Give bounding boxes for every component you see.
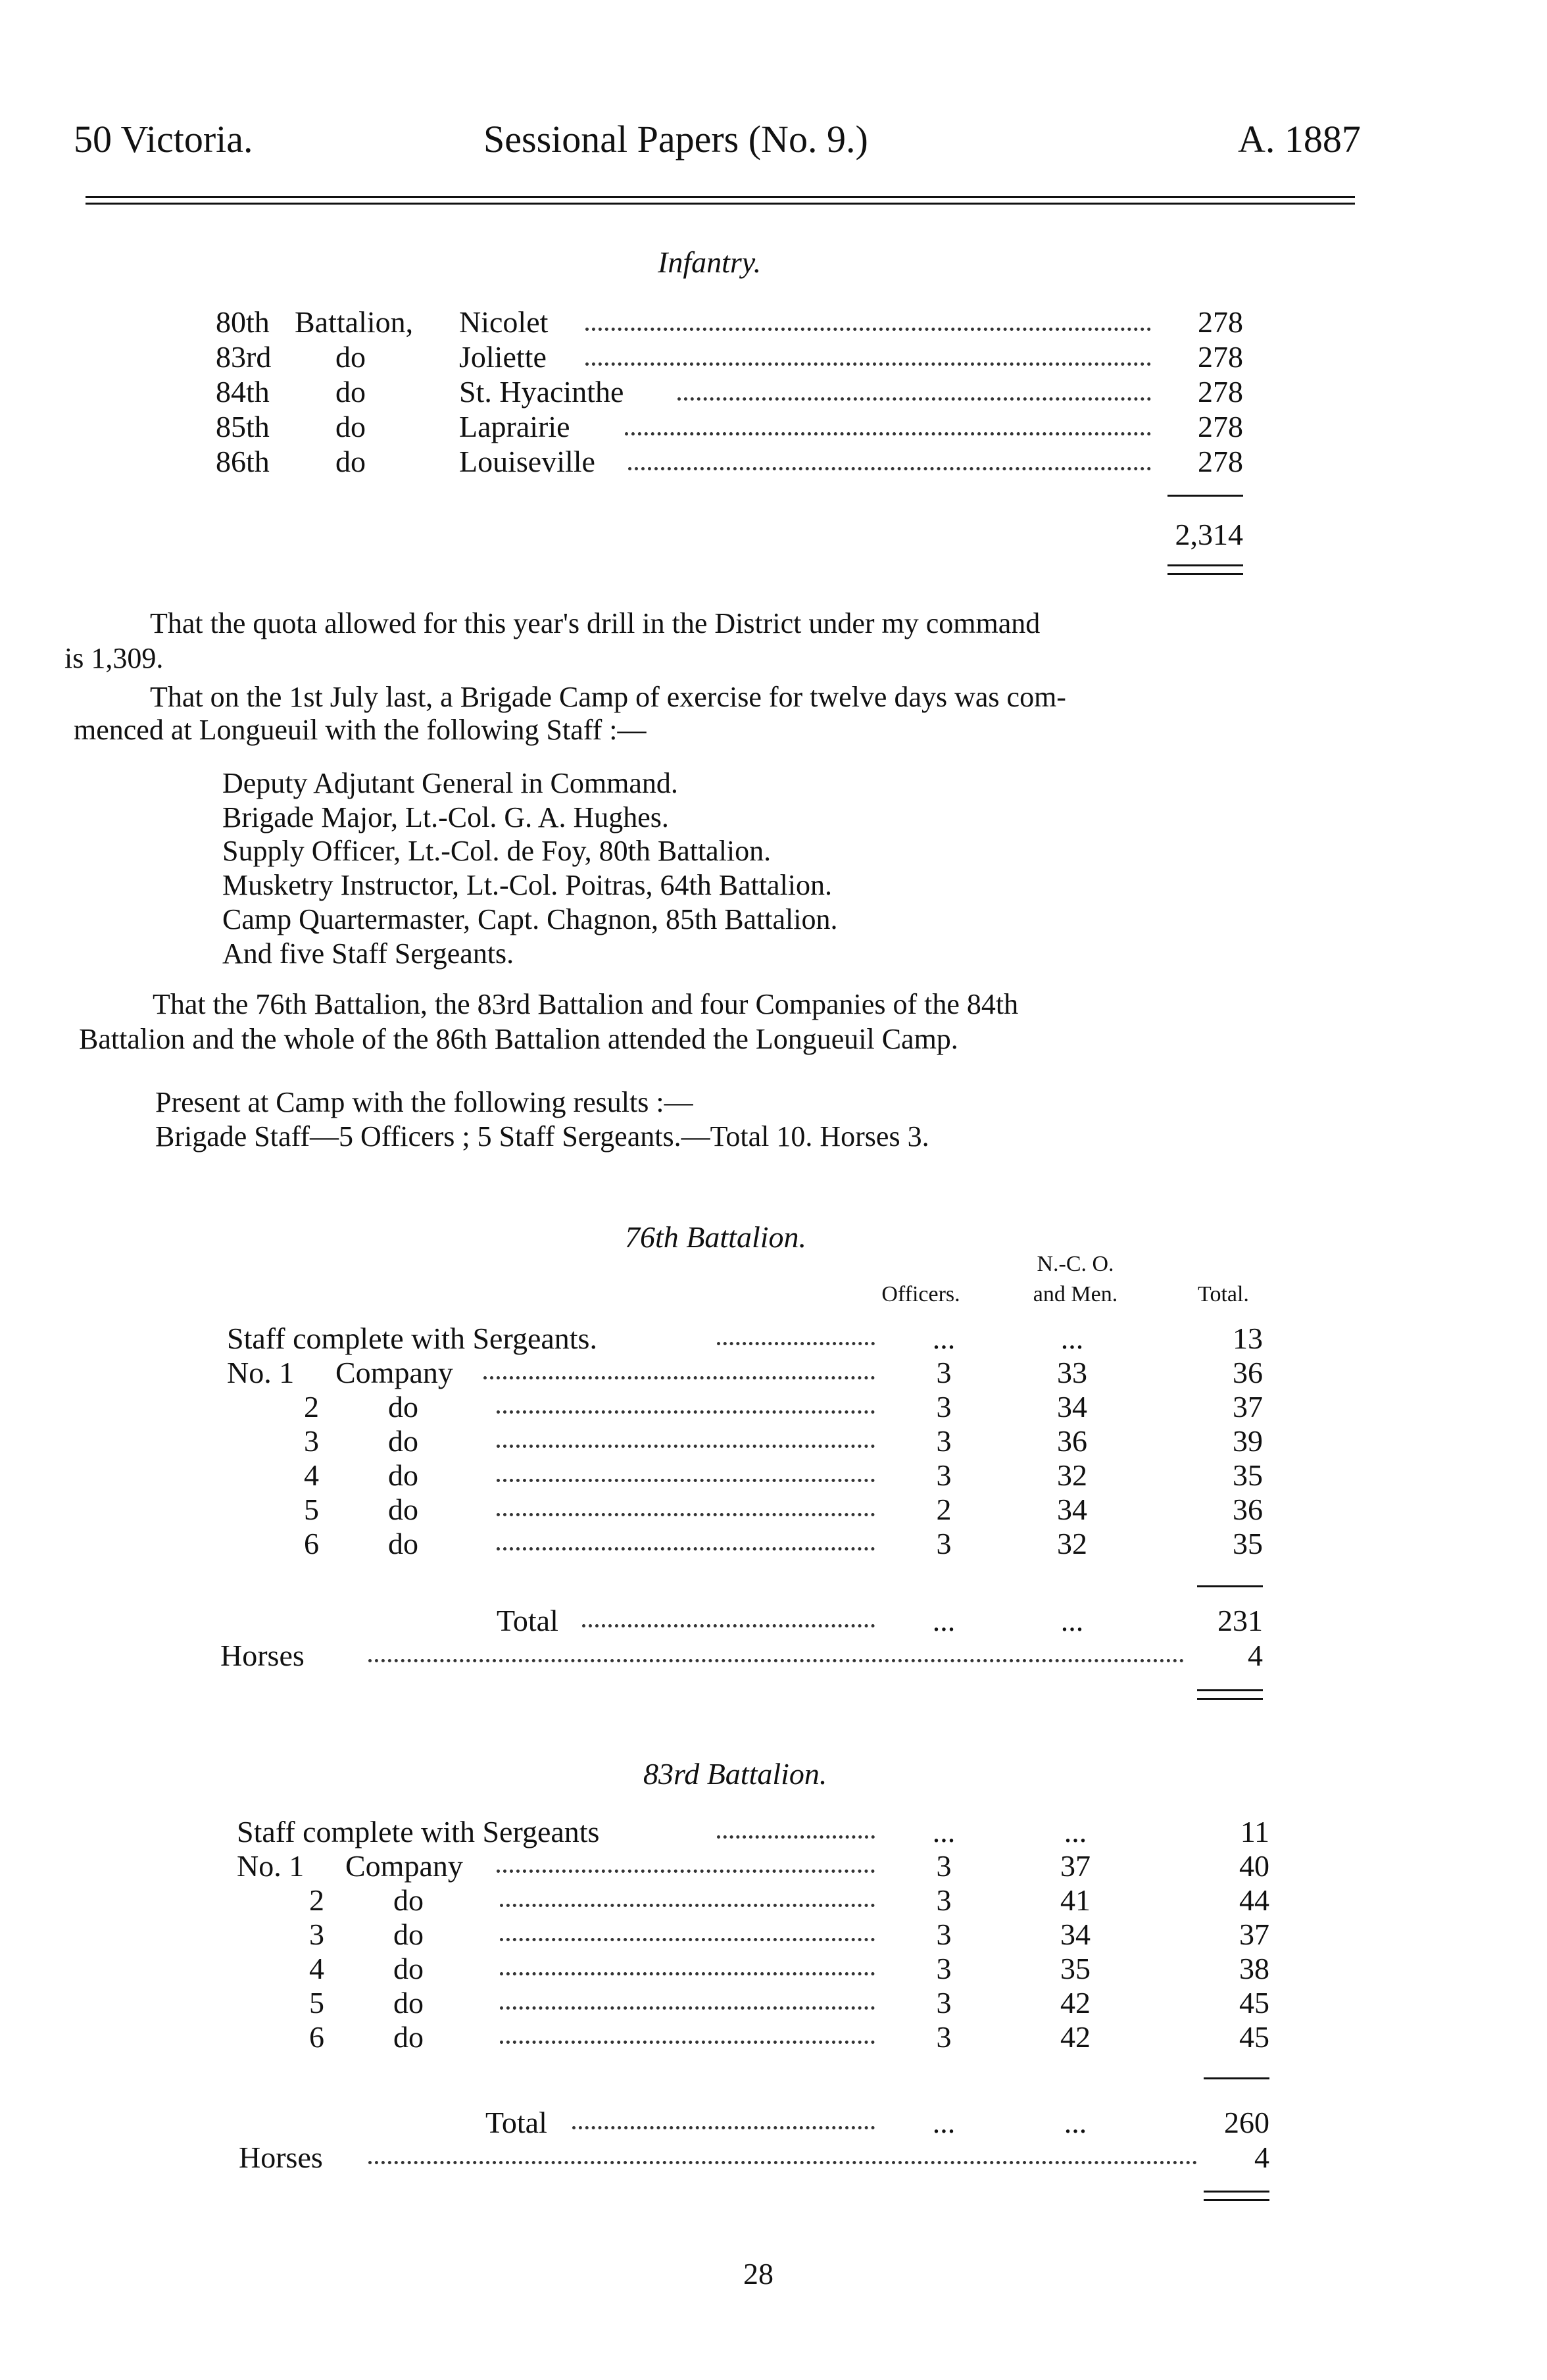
col-officers: Officers. — [881, 1282, 960, 1306]
company-total: 37 — [1239, 1918, 1269, 1951]
infantry-unit: 85th — [216, 410, 270, 443]
infantry-unit: 83rd — [216, 340, 272, 374]
company-num: 2 — [304, 1390, 319, 1424]
company-num: 2 — [309, 1883, 324, 1917]
company-num: No. 1 — [227, 1356, 295, 1389]
company-officers: 3 — [936, 1952, 952, 1985]
infantry-total: 2,314 — [1175, 518, 1243, 551]
leader-dots — [497, 1410, 875, 1414]
company-nco: 35 — [1060, 1952, 1091, 1985]
infantry-value: 278 — [1198, 445, 1243, 478]
staff-line: Deputy Adjutant General in Command. — [222, 767, 678, 799]
leader-dots — [368, 1659, 1184, 1662]
header-left: 50 Victoria. — [74, 118, 253, 161]
company-officers: 3 — [936, 1849, 952, 1883]
batt83-staff-total: 11 — [1240, 1815, 1269, 1848]
company-label: do — [393, 2020, 424, 2054]
company-officers: 3 — [936, 1356, 952, 1389]
company-officers: 3 — [936, 1424, 952, 1458]
leader-dots — [497, 1479, 875, 1482]
company-num: 6 — [309, 2020, 324, 2054]
infantry-batt: Battalion, — [295, 305, 414, 339]
company-label: do — [393, 1918, 424, 1951]
leader-dots — [717, 1342, 875, 1345]
leader-dots — [585, 362, 1151, 366]
company-officers: 3 — [936, 1986, 952, 2020]
company-num: 5 — [309, 1986, 324, 2020]
company-officers: 3 — [936, 1918, 952, 1951]
batt83-total-label: Total — [485, 2106, 547, 2139]
brigade-staff-text: Brigade Staff—5 Officers ; 5 Staff Sergeants.—Total 10. Horses 3. — [155, 1120, 929, 1153]
company-label: do — [393, 1952, 424, 1985]
leader-dots — [368, 2161, 1197, 2164]
header-rule-second — [86, 203, 1355, 205]
company-num: 5 — [304, 1493, 319, 1526]
company-label: do — [388, 1527, 418, 1560]
batt76-total-label: Total — [497, 1604, 558, 1637]
company-nco: 42 — [1060, 1986, 1091, 2020]
company-nco: 36 — [1057, 1424, 1087, 1458]
batt83-title: 83rd Battalion. — [643, 1757, 827, 1791]
infantry-unit: 86th — [216, 445, 270, 478]
batt76-title: 76th Battalion. — [625, 1220, 806, 1254]
infantry-batt: do — [335, 410, 366, 443]
attended-text-cont: Battalion and the whole of the 86th Battalion attended the Longueuil Camp. — [79, 1023, 958, 1055]
staff-line: Camp Quartermaster, Capt. Chagnon, 85th Battalion. — [222, 903, 838, 935]
leader-dots — [582, 1624, 875, 1627]
leader-dots — [500, 2041, 875, 2044]
company-nco: 32 — [1057, 1527, 1087, 1560]
batt83-total-officers: ... — [932, 2106, 956, 2139]
col-nco-line2: and Men. — [1033, 1282, 1118, 1306]
batt83-total-nco: ... — [1064, 2106, 1087, 2139]
double-rule — [1167, 564, 1243, 575]
batt83-staff-nco: ... — [1064, 1815, 1087, 1848]
company-label: do — [393, 1883, 424, 1917]
company-num: No. 1 — [237, 1849, 305, 1883]
sum-rule — [1204, 2077, 1269, 2079]
company-num: 4 — [304, 1458, 319, 1492]
page-number: 28 — [743, 2257, 774, 2291]
infantry-value: 278 — [1198, 340, 1243, 374]
company-officers: 3 — [936, 2020, 952, 2054]
batt76-staff-nco: ... — [1060, 1322, 1084, 1355]
leader-dots — [497, 1870, 875, 1873]
batt76-total-nco: ... — [1060, 1604, 1084, 1637]
infantry-value: 278 — [1198, 410, 1243, 443]
sum-rule — [1197, 1585, 1263, 1587]
batt76-staff-total: 13 — [1233, 1322, 1263, 1355]
company-nco: 41 — [1060, 1883, 1091, 1917]
batt83-horses-value: 4 — [1254, 2141, 1269, 2174]
company-nco: 34 — [1060, 1918, 1091, 1951]
double-rule — [1197, 1689, 1263, 1700]
leader-dots — [585, 328, 1151, 331]
infantry-value: 278 — [1198, 305, 1243, 339]
company-total: 37 — [1233, 1390, 1263, 1424]
leader-dots — [483, 1376, 875, 1379]
company-nco: 34 — [1057, 1390, 1087, 1424]
company-label: do — [393, 1986, 424, 2020]
company-num: 6 — [304, 1527, 319, 1560]
leader-dots — [500, 1938, 875, 1941]
infantry-heading: Infantry. — [658, 245, 762, 279]
company-label: do — [388, 1493, 418, 1526]
batt76-total-value: 231 — [1217, 1604, 1263, 1637]
company-nco: 33 — [1057, 1356, 1087, 1389]
company-label: do — [388, 1458, 418, 1492]
infantry-batt: do — [335, 340, 366, 374]
company-label: Company — [335, 1356, 453, 1389]
batt76-horses-value: 4 — [1248, 1639, 1263, 1672]
company-label: do — [388, 1424, 418, 1458]
infantry-place: St. Hyacinthe — [459, 375, 624, 409]
company-nco: 32 — [1057, 1458, 1087, 1492]
company-total: 36 — [1233, 1356, 1263, 1389]
batt76-staff-officers: ... — [932, 1322, 956, 1355]
header-right: A. 1887 — [1238, 118, 1361, 161]
infantry-place: Louiseville — [459, 445, 595, 478]
leader-dots — [677, 397, 1151, 401]
company-officers: 3 — [936, 1458, 952, 1492]
company-officers: 3 — [936, 1527, 952, 1560]
leader-dots — [500, 1972, 875, 1975]
batt83-staff-officers: ... — [932, 1815, 956, 1848]
company-total: 39 — [1233, 1424, 1263, 1458]
company-total: 35 — [1233, 1458, 1263, 1492]
company-officers: 3 — [936, 1390, 952, 1424]
staff-line: Musketry Instructor, Lt.-Col. Poitras, 64th Battalion. — [222, 869, 833, 901]
company-num: 4 — [309, 1952, 324, 1985]
leader-dots — [497, 1445, 875, 1448]
company-total: 40 — [1239, 1849, 1269, 1883]
batt76-horses-label: Horses — [220, 1639, 305, 1672]
leader-dots — [572, 2126, 875, 2129]
company-total: 36 — [1233, 1493, 1263, 1526]
infantry-unit: 84th — [216, 375, 270, 409]
batt76-staff-label: Staff complete with Sergeants. — [227, 1322, 597, 1355]
quota-text: That the quota allowed for this year's drill in the District under my command — [150, 607, 1041, 639]
quota-text-cont: is 1,309. — [64, 642, 164, 674]
leader-dots — [717, 1835, 875, 1839]
infantry-batt: do — [335, 445, 366, 478]
camp-text-cont: menced at Longueuil with the following Staff :— — [74, 714, 647, 746]
batt83-staff-label: Staff complete with Sergeants — [237, 1815, 600, 1848]
leader-dots — [500, 1904, 875, 1907]
company-nco: 42 — [1060, 2020, 1091, 2054]
company-total: 45 — [1239, 2020, 1269, 2054]
company-nco: 34 — [1057, 1493, 1087, 1526]
leader-dots — [500, 2006, 875, 2010]
infantry-unit: 80th — [216, 305, 270, 339]
double-rule — [1204, 2191, 1269, 2201]
attended-text: That the 76th Battalion, the 83rd Battalion and four Companies of the 84th — [153, 988, 1019, 1020]
batt83-total-value: 260 — [1224, 2106, 1269, 2139]
company-officers: 3 — [936, 1883, 952, 1917]
company-num: 3 — [309, 1918, 324, 1951]
sum-rule — [1167, 495, 1243, 497]
leader-dots — [497, 1513, 875, 1516]
batt76-total-officers: ... — [932, 1604, 956, 1637]
col-total: Total. — [1198, 1282, 1249, 1306]
present-text: Present at Camp with the following results :— — [155, 1086, 693, 1118]
staff-line: And five Staff Sergeants. — [222, 937, 514, 970]
company-total: 44 — [1239, 1883, 1269, 1917]
col-nco-line1: N.-C. O. — [1037, 1252, 1114, 1276]
leader-dots — [628, 467, 1151, 470]
leader-dots — [625, 432, 1151, 435]
company-total: 45 — [1239, 1986, 1269, 2020]
infantry-value: 278 — [1198, 375, 1243, 409]
camp-text: That on the 1st July last, a Brigade Camp of exercise for twelve days was com- — [150, 681, 1066, 713]
staff-line: Supply Officer, Lt.-Col. de Foy, 80th Battalion. — [222, 835, 772, 867]
header-center: Sessional Papers (No. 9.) — [483, 118, 868, 161]
infantry-place: Nicolet — [459, 305, 549, 339]
company-officers: 2 — [936, 1493, 952, 1526]
header-rule — [86, 196, 1355, 198]
company-total: 35 — [1233, 1527, 1263, 1560]
infantry-batt: do — [335, 375, 366, 409]
company-nco: 37 — [1060, 1849, 1091, 1883]
infantry-place: Joliette — [459, 340, 547, 374]
company-label: do — [388, 1390, 418, 1424]
company-total: 38 — [1239, 1952, 1269, 1985]
company-label: Company — [345, 1849, 463, 1883]
infantry-place: Laprairie — [459, 410, 570, 443]
leader-dots — [497, 1547, 875, 1550]
company-num: 3 — [304, 1424, 319, 1458]
batt83-horses-label: Horses — [239, 2141, 323, 2174]
staff-line: Brigade Major, Lt.-Col. G. A. Hughes. — [222, 801, 669, 833]
